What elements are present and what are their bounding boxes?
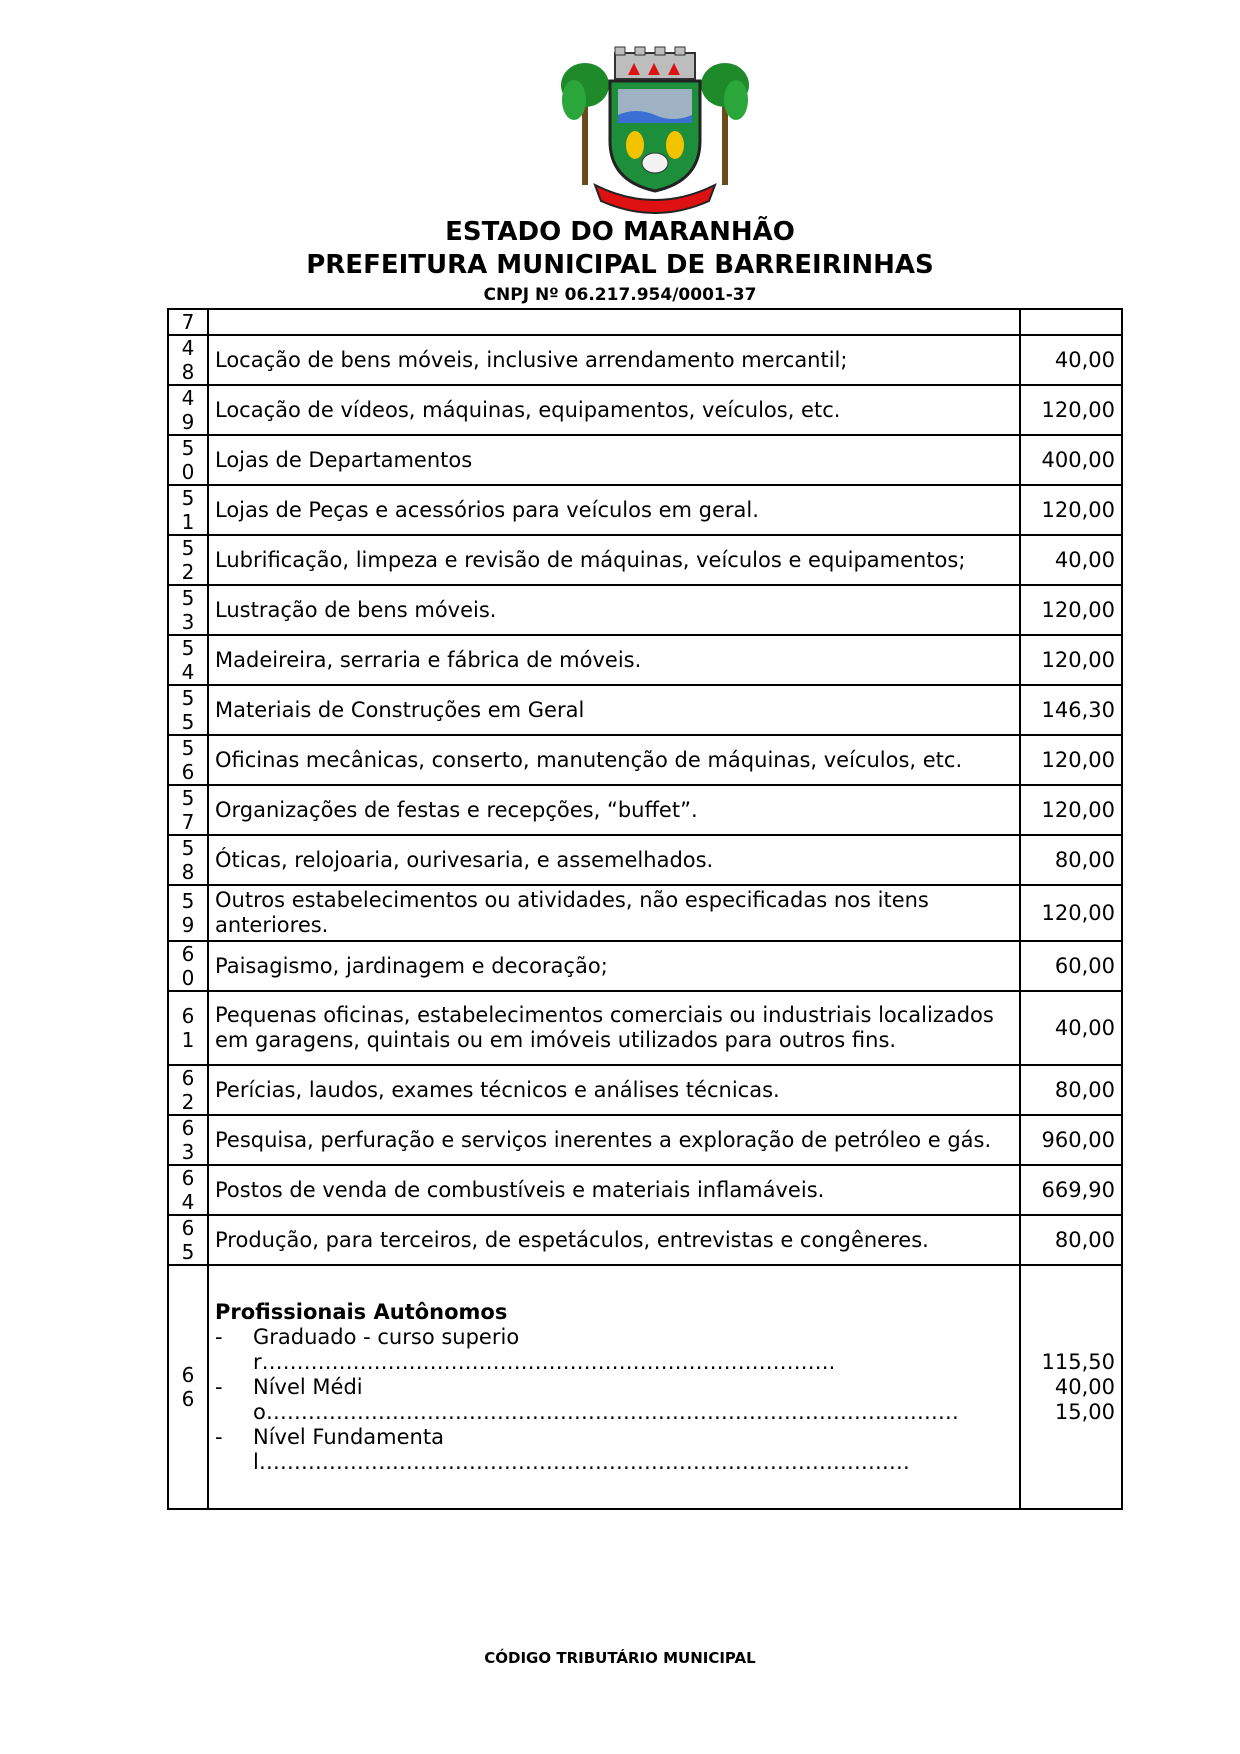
professional-category-label: Nível Fundamental………………………………………………………………………………… bbox=[253, 1424, 910, 1474]
item-number bbox=[168, 991, 208, 1065]
item-number bbox=[168, 535, 208, 585]
activity-description: Lustração de bens móveis. bbox=[208, 585, 1020, 635]
tax-value: 120,00 bbox=[1020, 485, 1122, 535]
item-number-text: 58 bbox=[181, 836, 195, 884]
activity-description: Madeireira, serraria e fábrica de móveis. bbox=[208, 635, 1020, 685]
item-number bbox=[168, 485, 208, 535]
bullet-dash: - bbox=[215, 1324, 223, 1349]
table-row bbox=[168, 835, 1122, 885]
item-number bbox=[168, 385, 208, 435]
activity-description: Lojas de Peças e acessórios para veículos em geral. bbox=[208, 485, 1020, 535]
activity-description: Lubrificação, limpeza e revisão de máquinas, veículos e equipamentos; bbox=[208, 535, 1020, 585]
activity-description: Paisagismo, jardinagem e decoração; bbox=[208, 941, 1020, 991]
item-number-text: 52 bbox=[181, 536, 195, 584]
activity-description: Lojas de Departamentos bbox=[208, 435, 1020, 485]
activity-description: Outros estabelecimentos ou atividades, não especificadas nos itens anteriores. bbox=[208, 885, 1020, 941]
professional-category-label: Nível Médio……………………………………………………………………………………… bbox=[253, 1374, 959, 1424]
tax-value: 60,00 bbox=[1020, 941, 1122, 991]
item-number-text: 55 bbox=[181, 686, 195, 734]
item-number bbox=[168, 585, 208, 635]
tax-value: 120,00 bbox=[1020, 585, 1122, 635]
tax-value: 960,00 bbox=[1020, 1115, 1122, 1165]
item-number bbox=[168, 735, 208, 785]
professional-category-value: 115,50 bbox=[1041, 1349, 1115, 1374]
tax-value: 669,90 bbox=[1020, 1165, 1122, 1215]
activity-description: Materiais de Construções em Geral bbox=[208, 685, 1020, 735]
item-number-text: 56 bbox=[181, 736, 195, 784]
activity-description: Produção, para terceiros, de espetáculos, entrevistas e congêneres. bbox=[208, 1215, 1020, 1265]
table-row bbox=[168, 535, 1122, 585]
item-number-text: 50 bbox=[181, 436, 195, 484]
tax-value: 146,30 bbox=[1020, 685, 1122, 735]
table-row bbox=[168, 735, 1122, 785]
table-row bbox=[168, 309, 1122, 335]
bullet-dash: - bbox=[215, 1424, 223, 1449]
item-number bbox=[168, 941, 208, 991]
item-number bbox=[168, 785, 208, 835]
tax-value: 120,00 bbox=[1020, 635, 1122, 685]
autonomous-professionals-cell bbox=[208, 1265, 1020, 1509]
table-row bbox=[168, 1165, 1122, 1215]
professional-category bbox=[215, 1425, 1013, 1475]
item-number-text: 63 bbox=[181, 1116, 195, 1164]
activity-description: Oficinas mecânicas, conserto, manutenção de máquinas, veículos, etc. bbox=[208, 735, 1020, 785]
autonomous-professionals-title: Profissionais Autônomos bbox=[215, 1299, 508, 1324]
tax-value: 120,00 bbox=[1020, 885, 1122, 941]
table-row bbox=[168, 1215, 1122, 1265]
item-number-text: 66 bbox=[181, 1363, 195, 1411]
professional-category-value: 40,00 bbox=[1054, 1374, 1115, 1399]
item-number-text: 60 bbox=[181, 942, 195, 990]
item-number bbox=[168, 835, 208, 885]
item-number bbox=[168, 335, 208, 385]
item-number bbox=[168, 1165, 208, 1215]
item-number-text: 54 bbox=[181, 636, 195, 684]
item-number bbox=[168, 435, 208, 485]
item-number-text: 57 bbox=[181, 786, 195, 834]
city-hall-heading: PREFEITURA MUNICIPAL DE BARREIRINHAS bbox=[306, 250, 934, 280]
tax-value: 120,00 bbox=[1020, 385, 1122, 435]
table-row bbox=[168, 385, 1122, 435]
activity-description bbox=[208, 309, 1020, 335]
activity-description: Postos de venda de combustíveis e materiais inflamáveis. bbox=[208, 1165, 1020, 1215]
item-number-text: 7 bbox=[181, 310, 195, 334]
activity-description: Óticas, relojoaria, ourivesaria, e assemelhados. bbox=[208, 835, 1020, 885]
table-row bbox=[168, 1065, 1122, 1115]
tax-table-body bbox=[168, 309, 1122, 1509]
table-row bbox=[168, 941, 1122, 991]
activity-description: Pesquisa, perfuração e serviços inerentes a exploração de petróleo e gás. bbox=[208, 1115, 1020, 1165]
item-number-text: 62 bbox=[181, 1066, 195, 1114]
item-number-text: 51 bbox=[181, 486, 195, 534]
item-number bbox=[168, 885, 208, 941]
item-number-text: 59 bbox=[181, 889, 195, 937]
activity-description: Organizações de festas e recepções, “buffet”. bbox=[208, 785, 1020, 835]
professional-category bbox=[215, 1325, 1013, 1375]
table-row bbox=[168, 585, 1122, 635]
table-row bbox=[168, 685, 1122, 735]
table-row bbox=[168, 485, 1122, 535]
item-number bbox=[168, 1065, 208, 1115]
tax-value: 80,00 bbox=[1020, 1215, 1122, 1265]
item-number-text: 53 bbox=[181, 586, 195, 634]
table-row bbox=[168, 435, 1122, 485]
tax-value: 40,00 bbox=[1020, 535, 1122, 585]
professional-category-value: 15,00 bbox=[1054, 1399, 1115, 1424]
tax-value: 400,00 bbox=[1020, 435, 1122, 485]
item-number bbox=[168, 309, 208, 335]
professional-category-label: Graduado - curso superior………………………………………………………………………. bbox=[253, 1324, 836, 1374]
tax-value: 80,00 bbox=[1020, 1065, 1122, 1115]
tax-value: 40,00 bbox=[1020, 335, 1122, 385]
cnpj-line: CNPJ Nº 06.217.954/0001-37 bbox=[483, 285, 757, 305]
item-number-text: 48 bbox=[181, 336, 195, 384]
municipal-coat-of-arms bbox=[560, 45, 750, 215]
table-row bbox=[168, 885, 1122, 941]
tax-value bbox=[1020, 309, 1122, 335]
tax-value: 120,00 bbox=[1020, 785, 1122, 835]
table-row bbox=[168, 335, 1122, 385]
activity-description: Locação de vídeos, máquinas, equipamentos, veículos, etc. bbox=[208, 385, 1020, 435]
table-row bbox=[168, 635, 1122, 685]
bullet-dash: - bbox=[215, 1374, 223, 1399]
activity-description: Locação de bens móveis, inclusive arrendamento mercantil; bbox=[208, 335, 1020, 385]
item-number bbox=[168, 1215, 208, 1265]
table-row-autonomous-professionals bbox=[168, 1265, 1122, 1509]
item-number bbox=[168, 1265, 208, 1509]
activity-description: Perícias, laudos, exames técnicos e análises técnicas. bbox=[208, 1065, 1020, 1115]
tax-value: 40,00 bbox=[1020, 991, 1122, 1065]
item-number bbox=[168, 635, 208, 685]
autonomous-values bbox=[1020, 1265, 1122, 1509]
item-number bbox=[168, 1115, 208, 1165]
tax-table bbox=[167, 308, 1123, 1510]
state-heading: ESTADO DO MARANHÃO bbox=[445, 217, 795, 247]
table-row bbox=[168, 991, 1122, 1065]
item-number-text: 49 bbox=[181, 386, 195, 434]
tax-value: 120,00 bbox=[1020, 735, 1122, 785]
table-row bbox=[168, 1115, 1122, 1165]
item-number-text: 61 bbox=[181, 1004, 195, 1052]
table-row bbox=[168, 785, 1122, 835]
professional-category bbox=[215, 1375, 1013, 1425]
item-number bbox=[168, 685, 208, 735]
activity-description: Pequenas oficinas, estabelecimentos comerciais ou industriais localizados em garagens, quintais ou em imóveis utilizados para outros fins. bbox=[208, 991, 1020, 1065]
footer-title: CÓDIGO TRIBUTÁRIO MUNICIPAL bbox=[484, 1649, 756, 1667]
item-number-text: 64 bbox=[181, 1166, 195, 1214]
tax-value: 80,00 bbox=[1020, 835, 1122, 885]
item-number-text: 65 bbox=[181, 1216, 195, 1264]
